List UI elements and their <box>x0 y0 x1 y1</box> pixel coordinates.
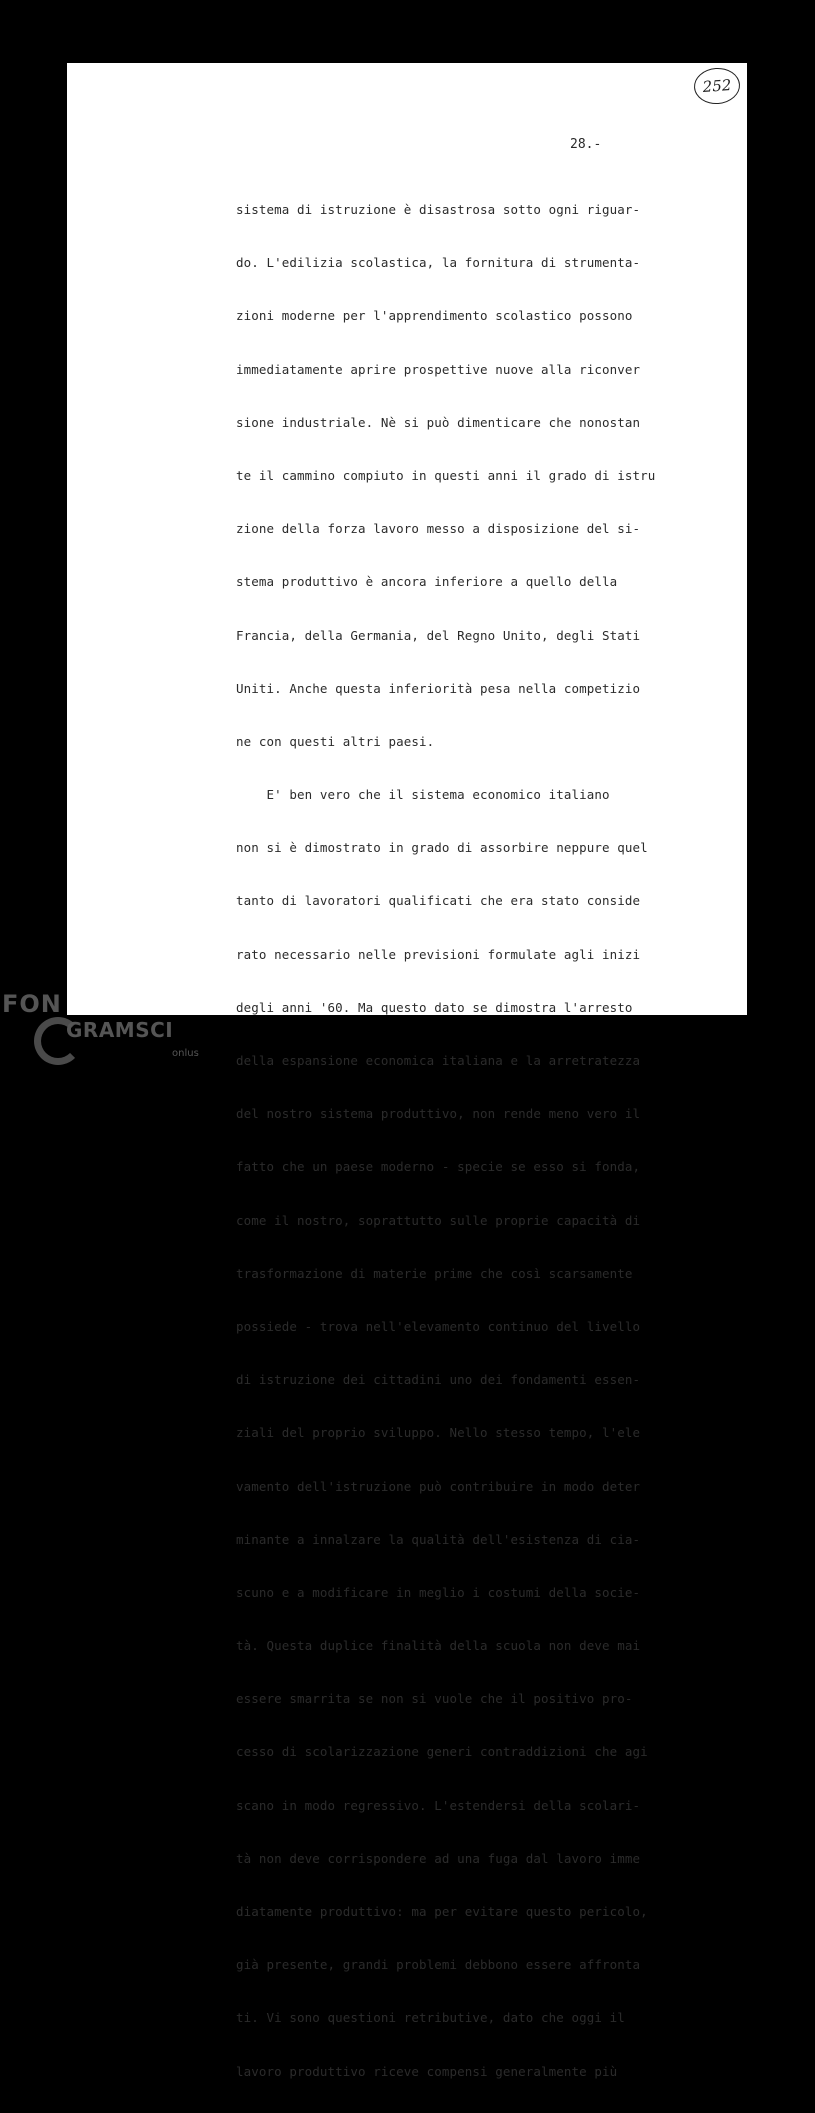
text-line: te il cammino compiuto in questi anni il grado di istru <box>236 467 656 483</box>
text-line: essere smarrita se non si vuole che il positivo pro- <box>236 1691 633 1707</box>
text-line: do. L'edilizia scolastica, la fornitura di strumenta- <box>236 255 641 271</box>
text-line: immediatamente aprire prospettive nuove alla riconver <box>236 361 641 377</box>
text-line: non si è dimostrato in grado di assorbire neppure quel <box>236 840 648 856</box>
watermark-gramsci-text: GRAMSCI <box>66 1018 174 1042</box>
watermark-onlus-text: onlus <box>172 1048 199 1059</box>
typed-text-block <box>236 168 676 2113</box>
text-line: tà non deve corrispondere ad una fuga dal lavoro imme <box>236 1850 641 1866</box>
text-line: rato necessario nelle previsioni formulate agli inizi <box>236 946 641 962</box>
text-line: ziali del proprio sviluppo. Nello stesso tempo, l'ele <box>236 1425 641 1441</box>
text-line: degli anni '60. Ma questo dato se dimostra l'arresto <box>236 999 633 1015</box>
text-line: già presente, grandi problemi debbono essere affronta <box>236 1957 641 1973</box>
text-line: possiede - trova nell'elevamento continuo del livello <box>236 1318 641 1334</box>
page-number: 28.- <box>570 137 602 152</box>
text-line: zioni moderne per l'apprendimento scolastico possono <box>236 308 633 324</box>
text-line: scano in modo regressivo. L'estendersi della scolari- <box>236 1797 641 1813</box>
text-line: ne con questi altri paesi. <box>236 733 435 749</box>
text-line: vamento dell'istruzione può contribuire in modo deter <box>236 1478 641 1494</box>
text-line: sistema di istruzione è disastrosa sotto ogni riguar- <box>236 202 641 217</box>
text-line: del nostro sistema produttivo, non rende meno vero il <box>236 1106 641 1122</box>
text-line: fatto che un paese moderno - specie se esso si fonda, <box>236 1159 641 1175</box>
text-line: stema produttivo è ancora inferiore a quello della <box>236 574 618 590</box>
text-line: lavoro produttivo riceve compensi generalmente più <box>236 2063 618 2079</box>
text-line: zione della forza lavoro messo a disposizione del si- <box>236 521 641 537</box>
text-line: sione industriale. Nè si può dimenticare che nonostan <box>236 414 641 430</box>
text-line: della espansione economica italiana e la arretratezza <box>236 1053 641 1068</box>
fondazione-gramsci-watermark <box>0 990 210 1080</box>
text-line: tà. Questa duplice finalità della scuola non deve mai <box>236 1638 641 1654</box>
text-line: E' ben vero che il sistema economico italiano <box>236 787 610 803</box>
text-line: ti. Vi sono questioni retributive, dato che oggi il <box>236 2010 625 2026</box>
text-line: Francia, della Germania, del Regno Unito, degli Stati <box>236 627 641 643</box>
text-line: cesso di scolarizzazione generi contraddizioni che agi <box>236 1744 648 1760</box>
text-line: come il nostro, soprattutto sulle proprie capacità di <box>236 1212 641 1228</box>
text-line: diatamente produttivo: ma per evitare questo pericolo, <box>236 1904 648 1919</box>
folio-stamp: 252 <box>693 66 741 105</box>
text-line: di istruzione dei cittadini uno dei fondamenti essen- <box>236 1372 641 1388</box>
text-line: Uniti. Anche questa inferiorità pesa nella competizio <box>236 680 641 696</box>
text-line: tanto di lavoratori qualificati che era stato conside <box>236 893 641 909</box>
text-line: trasformazione di materie prime che così scarsamente <box>236 1265 633 1281</box>
text-line: scuno e a modificare in meglio i costumi della socie- <box>236 1584 641 1600</box>
watermark-fon-text: FON <box>2 990 62 1018</box>
text-line: minante a innalzare la qualità dell'esistenza di cia- <box>236 1531 641 1547</box>
